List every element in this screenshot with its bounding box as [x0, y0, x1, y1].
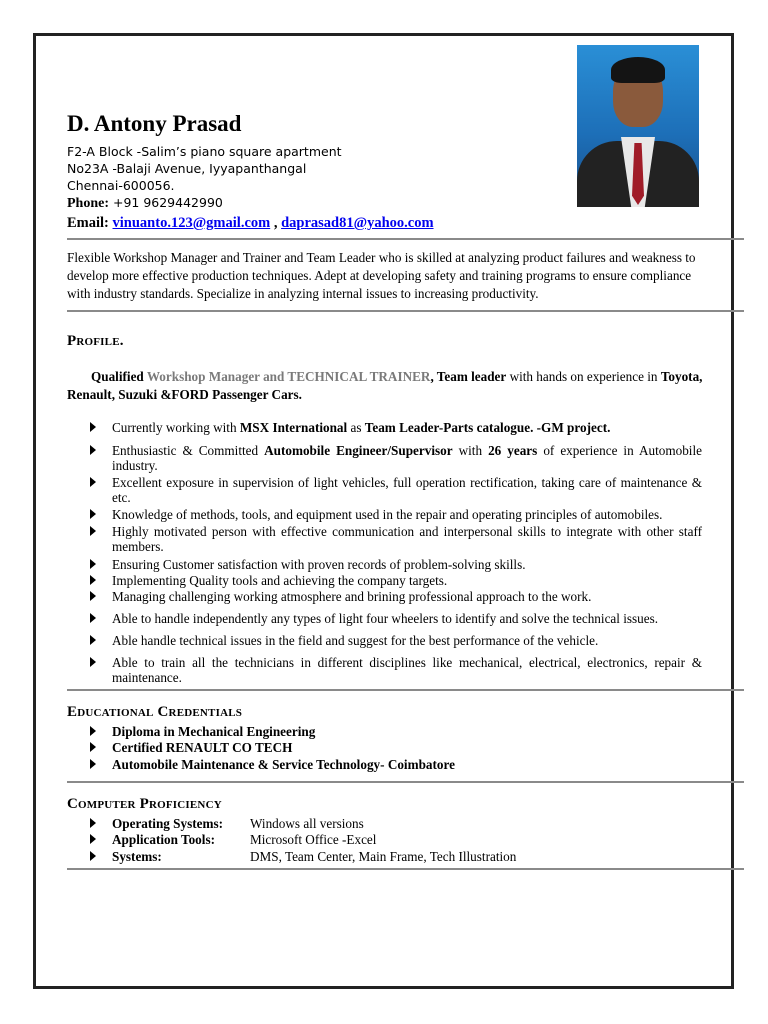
bullet-icon [90, 509, 96, 519]
profile-photo [577, 45, 699, 207]
profile-bullet [90, 655, 702, 685]
email-line [67, 215, 434, 232]
bullet-text: with [452, 443, 489, 458]
summary-paragraph: Flexible Workshop Manager and Trainer and Team Leader who is skilled at analyzing product failures and weakness to develop more effective production techniques. Adept at developing safety and training programs to ensure compliance with industry standards. Specialize in analyzing internal issues to increasing productivity. [67, 250, 696, 301]
computer-value: Windows all versions [250, 816, 364, 831]
bullet-icon [90, 422, 96, 432]
contact-block [67, 143, 342, 212]
bullet-text: Highly motivated person with effective communication and interpersonal skills to integrate with other staff members. [112, 524, 702, 554]
bullet-text: of experience in Automobile industry. [112, 443, 702, 473]
education-item [90, 724, 702, 739]
bullet-text: Enthusiastic & Committed [112, 443, 265, 458]
bullet-bold: Team Leader-Parts catalogue. -GM project. [364, 420, 611, 435]
bullet-icon [90, 526, 96, 536]
bullet-text: Knowledge of methods, tools, and equipment used in the repair and operating principles of automobiles. [112, 507, 663, 522]
bullet-icon [90, 613, 96, 623]
bullet-icon [90, 635, 96, 645]
education-text: Certified RENAULT CO TECH [112, 740, 293, 755]
address-line-3: Chennai-600056. [67, 178, 175, 193]
bullet-icon [90, 657, 96, 667]
address-line-1: F2-A Block -Salim’s piano square apartment [67, 144, 342, 159]
divider-1 [67, 238, 744, 240]
intro-part-5: Toyota, Renault, Suzuki &FORD Passenger Cars. [67, 369, 703, 402]
intro-part-1: Qualified [91, 369, 147, 384]
bullet-text: Implementing Quality tools and achieving the company targets. [112, 573, 448, 588]
bullet-icon [90, 575, 96, 585]
profile-intro [67, 368, 707, 404]
profile-bullet [90, 443, 702, 473]
profile-bullet [90, 524, 702, 554]
divider-3 [67, 689, 744, 691]
profile-bullet [90, 475, 702, 505]
bullet-text: Ensuring Customer satisfaction with proven records of problem-solving skills. [112, 557, 526, 572]
divider-2 [67, 310, 744, 312]
computer-value: DMS, Team Center, Main Frame, Tech Illustration [250, 849, 517, 864]
bullet-icon [90, 591, 96, 601]
profile-bullet [90, 611, 702, 626]
email-label: Email: [67, 215, 109, 231]
profile-heading: Profile. [67, 333, 124, 349]
profile-bullet [90, 589, 702, 604]
education-text: Automobile Maintenance & Service Technology- Coimbatore [112, 757, 455, 772]
profile-bullet [90, 507, 702, 522]
address-line-2: No23A -Balaji Avenue, Iyyapanthangal [67, 161, 307, 176]
intro-part-2: Workshop Manager and TECHNICAL TRAINER [146, 369, 431, 384]
bullet-text: as [347, 420, 365, 435]
divider-4 [67, 781, 744, 783]
phone-label: Phone: [67, 196, 109, 211]
profile-bullet [90, 633, 702, 648]
profile-bullet [90, 573, 702, 588]
computer-value: Microsoft Office -Excel [250, 832, 377, 847]
bullet-text: Excellent exposure in supervision of light vehicles, full operation rectification, taking care of maintenance & etc. [112, 475, 702, 505]
intro-part-3: , Team leader [430, 369, 507, 384]
email-link-2[interactable]: daprasad81@yahoo.com [281, 215, 434, 231]
bullet-icon [90, 477, 96, 487]
email-separator: , [270, 215, 282, 231]
bullet-text: Able to handle independently any types of light four wheelers to identify and solve the technical issues. [112, 611, 659, 626]
profile-bullet [90, 557, 702, 572]
intro-part-4: with hands on experience in [506, 369, 661, 384]
computer-label: Application Tools: [112, 832, 215, 847]
bullet-icon [90, 445, 96, 455]
phone-number: +91 9629442990 [109, 195, 223, 210]
phone-line [67, 194, 342, 212]
bullet-icon [90, 742, 96, 752]
bullet-bold: Automobile Engineer/Supervisor [264, 443, 453, 458]
bullet-icon [90, 559, 96, 569]
bullet-text: Able handle technical issues in the field and suggest for the best performance of the vehicle. [112, 633, 599, 648]
education-text: Diploma in Mechanical Engineering [112, 724, 316, 739]
bullet-bold: 26 years [488, 443, 538, 458]
education-heading: Educational Credentials [67, 704, 243, 720]
bullet-bold: MSX International [239, 420, 348, 435]
education-item [90, 757, 702, 772]
photo-hair [611, 57, 665, 83]
computer-heading: Computer Proficiency [67, 796, 222, 812]
computer-label: Operating Systems: [112, 816, 223, 831]
bullet-text: Managing challenging working atmosphere and brining professional approach to the work. [112, 589, 592, 604]
bullet-text: Able to train all the technicians in different disciplines like mechanical, electrical, electronics, repair & maintenance. [112, 655, 702, 685]
education-item [90, 740, 702, 755]
bullet-icon [90, 726, 96, 736]
divider-5 [67, 868, 744, 870]
bullet-text: Currently working with [112, 420, 240, 435]
candidate-name: D. Antony Prasad [67, 111, 242, 136]
bullet-icon [90, 759, 96, 769]
computer-label: Systems: [112, 849, 162, 864]
email-link-1[interactable]: vinuanto.123@gmail.com [112, 215, 271, 231]
profile-bullet [90, 420, 702, 435]
